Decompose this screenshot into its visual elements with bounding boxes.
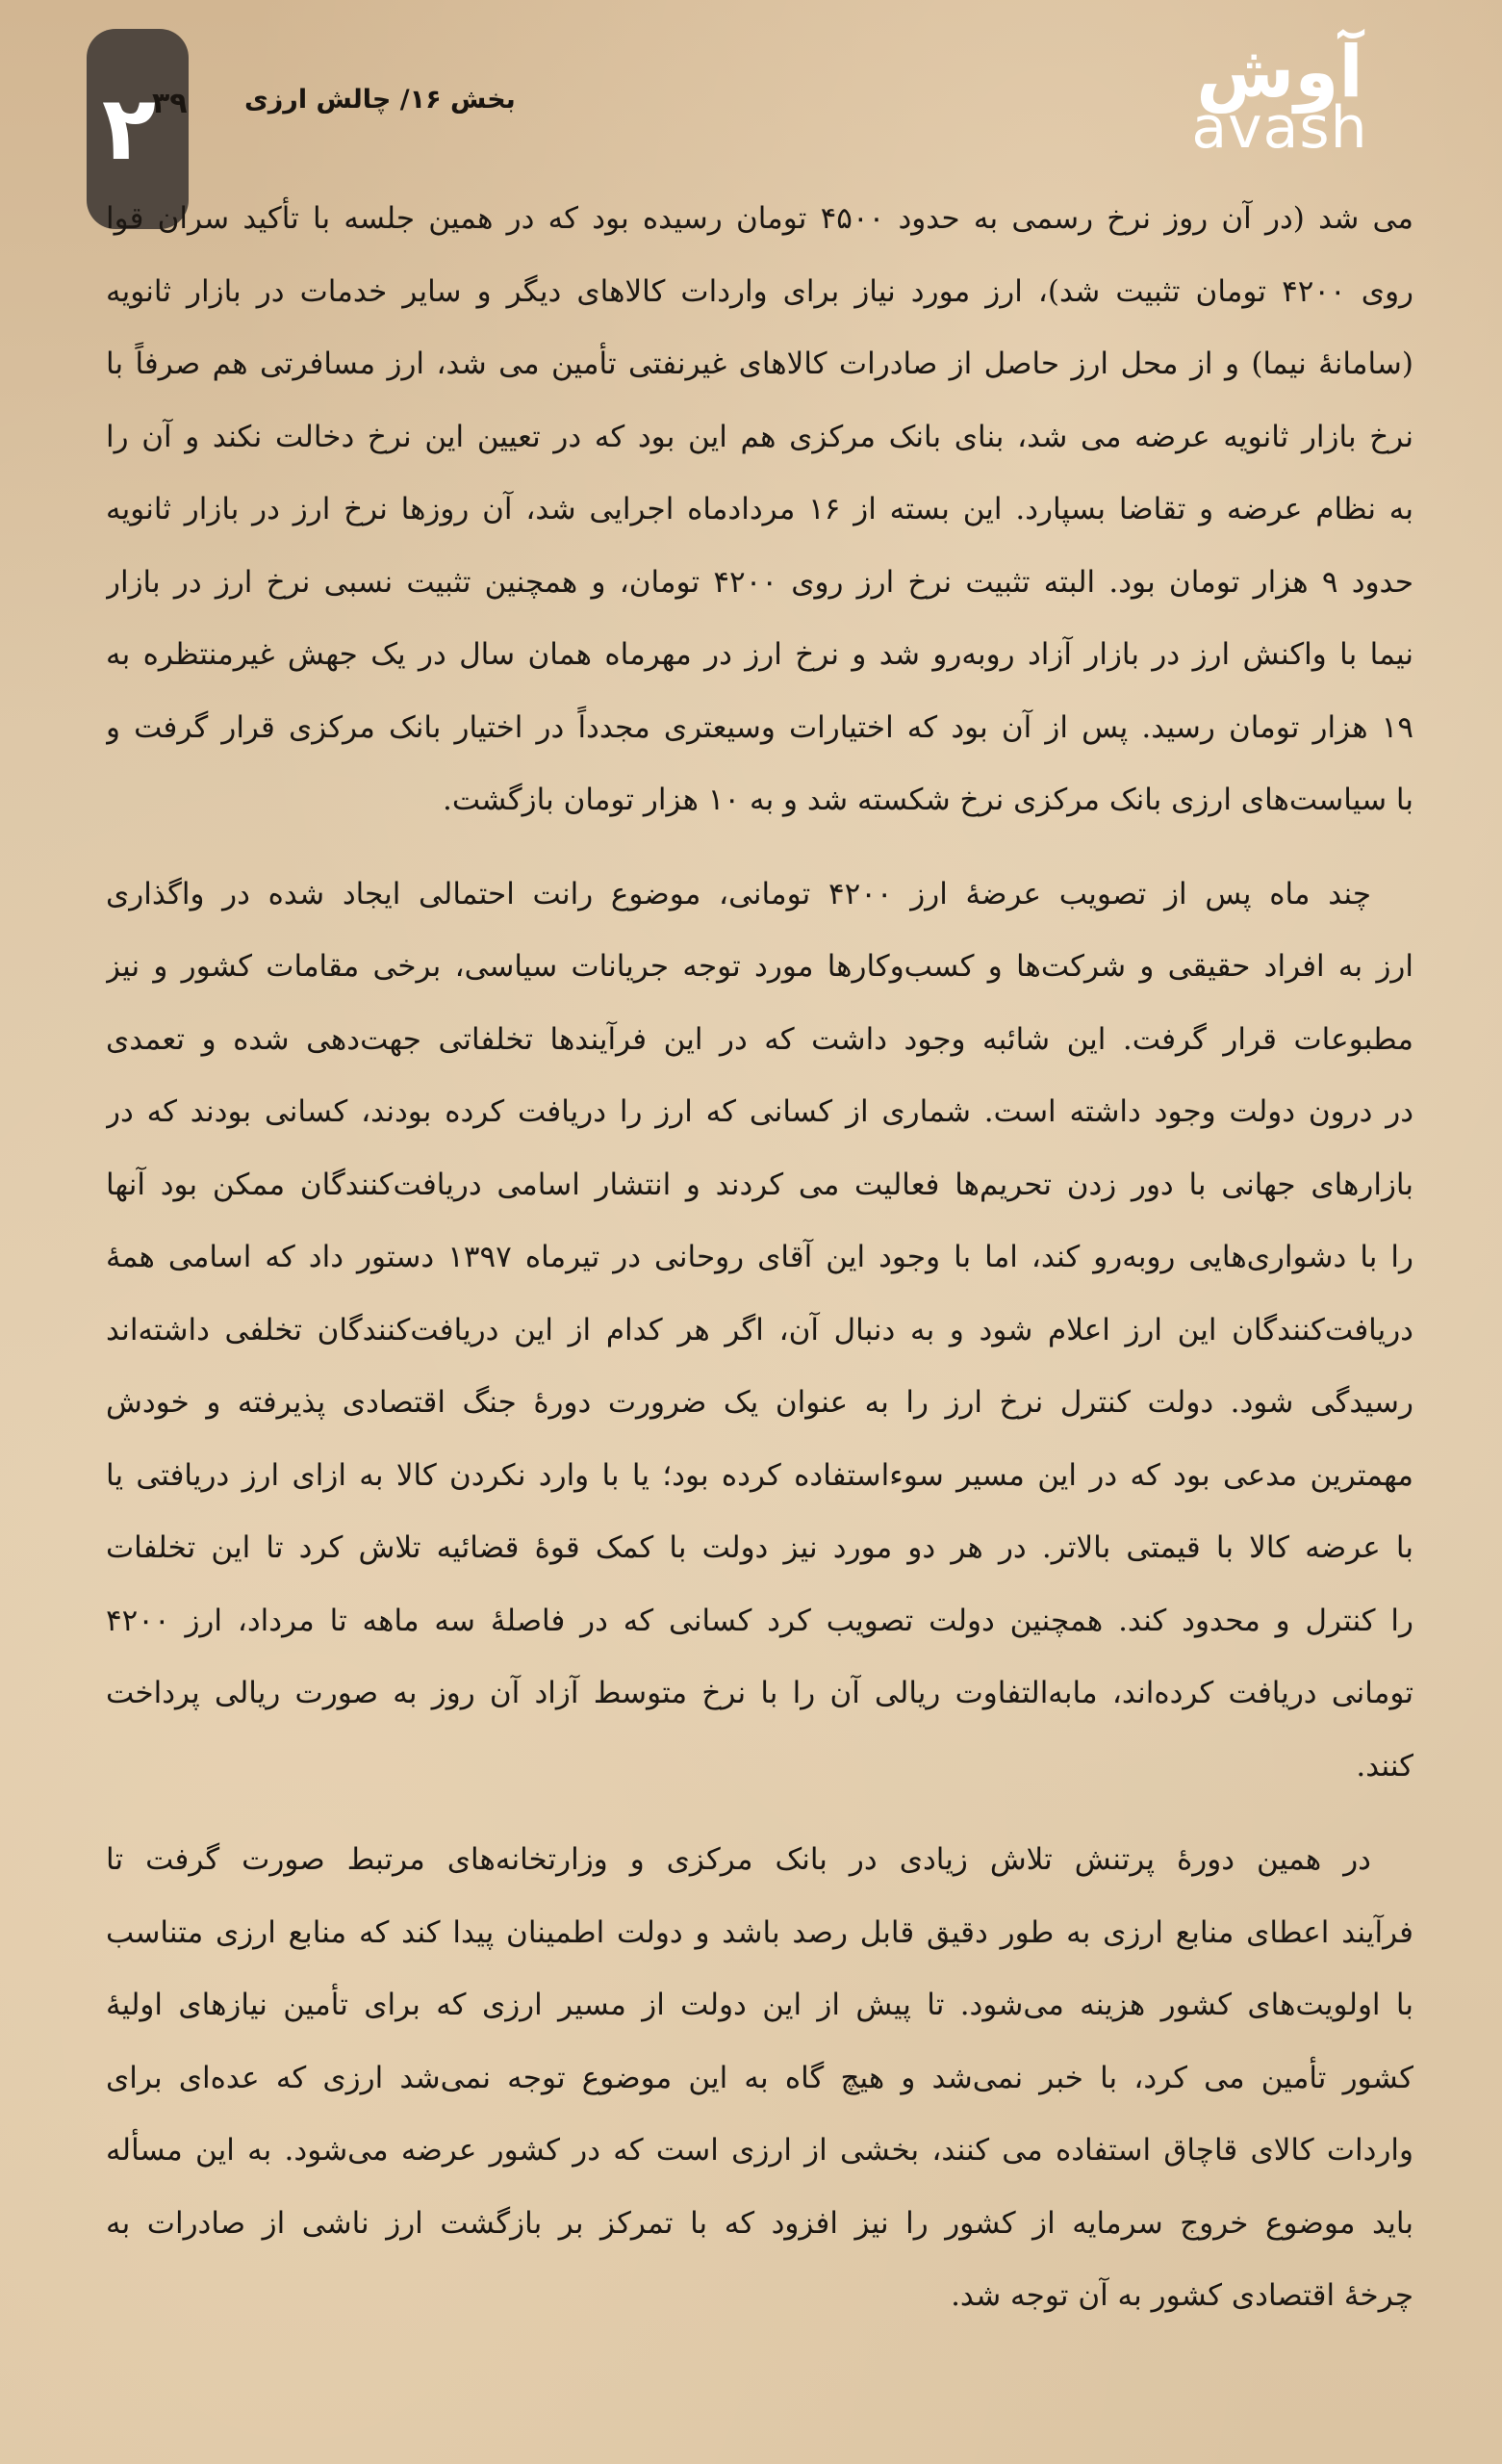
- text-line: رسیدگی شود. دولت کنترل نرخ ارز را به عنوان یک ضرورت دورهٔ جنگ اقتصادی پذیرفته و خودش: [106, 1385, 1413, 1420]
- text-line: روی ۴۲۰۰ تومان تثبیت شد)، ارز مورد نیاز برای واردات کالاهای دیگر و سایر خدمات در بازار ثانویه: [106, 273, 1413, 309]
- text-line: در همین دورهٔ پرتنش تلاش زیادی در بانک مرکزی و وزارتخانه‌های مرتبط صورت گرفت تا: [106, 1842, 1371, 1877]
- text-line: نرخ بازار ثانویه عرضه می شد، بنای بانک مرکزی هم این بود که در تعیین این نرخ دخالت نکند و آن را: [106, 419, 1413, 454]
- text-line: دریافت‌کنندگان این ارز اعلام شود و به دنبال آن، اگر هر کدام از این دریافت‌کنندگان تخلفی داشته‌اند: [106, 1312, 1413, 1348]
- text-line: حدود ۹ هزار تومان بود. البته تثبیت نرخ ارز روی ۴۲۰۰ تومان، و همچنین تثبیت نسبی نرخ ارز در بازار: [106, 564, 1413, 600]
- text-line: را کنترل و محدود کند. همچنین دولت تصویب کرد کسانی که در فاصلهٔ سه ماهه تا مرداد، ارز ۴۲۰۰: [106, 1603, 1413, 1638]
- text-line: به نظام عرضه و تقاضا بسپارد. این بسته از ۱۶ مردادماه اجرایی شد، آن روزها نرخ ارز در بازار ثانویه: [106, 492, 1413, 526]
- text-line: در درون دولت وجود داشته است. شماری از کسانی که ارز را دریافت کرده بودند، کسانی بودند که در: [106, 1094, 1413, 1129]
- text-line: با اولویت‌های کشور هزینه می‌شود. تا پیش از این دولت از مسیر ارزی که برای تأمین نیازهای اولیهٔ: [106, 1988, 1413, 2022]
- paragraph-3: [106, 1824, 1413, 2333]
- text-line: کنند.: [1356, 1748, 1413, 1784]
- logo-latin: avash: [1191, 94, 1368, 163]
- text-line: ارز به افراد حقیقی و شرکت‌ها و کسب‌وکارها مورد توجه جریانات سیاسی، برخی مقامات کشور و نیز: [106, 949, 1413, 984]
- text-line: با عرضه کالا با قیمتی بالاتر. در هر دو مورد نیز دولت با کمک قوهٔ قضائیه تلاش کرد تا این تخلفات: [106, 1530, 1413, 1565]
- text-line: بازارهای جهانی با دور زدن تحریم‌ها فعالیت می کردند و انتشار اسامی دریافت‌کنندگان ممکن بود آنها: [106, 1167, 1413, 1202]
- badge-digit: ۲: [101, 77, 157, 180]
- text-line: می شد (در آن روز نرخ رسمی به حدود ۴۵۰۰ تومان رسیده بود که در همین جلسه با تأکید سران قوا: [106, 201, 1413, 236]
- text-line: با سیاست‌های ارزی بانک مرکزی نرخ شکسته شد و به ۱۰ هزار تومان بازگشت.: [442, 783, 1413, 817]
- page-number: ۳۹: [152, 87, 188, 120]
- text-line: مطبوعات قرار گرفت. این شائبه وجود داشت که در این فرآیندها تخلفاتی جهت‌دهی شده و تعمدی: [106, 1021, 1413, 1057]
- text-line: تومانی دریافت کرده‌اند، مابه‌التفاوت ریالی آن را با نرخ متوسط آزاد آن روز به صورت ریالی پرداخت: [106, 1676, 1413, 1710]
- text-line: کشور تأمین می کرد، با خبر نمی‌شد و هیچ گاه به این موضوع توجه نمی‌شد ارزی که عده‌ای برای: [106, 2060, 1413, 2095]
- text-line: (سامانهٔ نیما) و از محل ارز حاصل از صادرات کالاهای غیرنفتی تأمین می شد، ارز مسافرتی هم صرفاً با: [106, 346, 1413, 381]
- publisher-logo: [1184, 31, 1376, 163]
- text-line: فرآیند اعطای منابع ارزی به طور دقیق قابل رصد باشد و دولت اطمینان پیدا کند که منابع ارزی متناسب: [106, 1914, 1413, 1950]
- logo-persian: آوش: [1196, 31, 1363, 114]
- text-line: چند ماه پس از تصویب عرضهٔ ارز ۴۲۰۰ تومانی، موضوع رانت احتمالی ایجاد شده در واگذاری: [106, 876, 1372, 911]
- paragraph-gap: [106, 837, 1413, 859]
- body-text: [106, 183, 1413, 2333]
- running-head: بخش ۱۶/ چالش ارزی: [244, 85, 516, 115]
- text-line: ۱۹ هزار تومان رسید. پس از آن بود که اختیارات وسیعتری مجدداً در اختیار بانک مرکزی قرار گرفت و: [106, 709, 1413, 745]
- paragraph-1: [106, 183, 1413, 837]
- text-line: مهمترین مدعی بود که در این مسیر سوءاستفاده کرده بود؛ یا با وارد نکردن کالا به ازای ارز دریافتی یا: [106, 1457, 1413, 1493]
- paragraph-2: [106, 859, 1413, 1804]
- text-line: را با دشواری‌هایی روبه‌رو کند، اما با وجود این آقای روحانی در تیرماه ۱۳۹۷ دستور داد که اسامی همهٔ: [106, 1240, 1413, 1274]
- text-line: باید موضوع خروج سرمایه از کشور را نیز افزود که با تمرکز بر بازگشت ارز ناشی از صادرات به: [106, 2205, 1413, 2241]
- text-line: نیما با واکنش ارز در بازار آزاد روبه‌رو شد و نرخ ارز در مهرماه همان سال در یک جهش غیرمنتظره به: [106, 637, 1413, 672]
- text-line: واردات کالای قاچاق استفاده می کنند، بخشی از ارزی است که در کشور عرضه می‌شود. به این مسأله: [106, 2133, 1413, 2168]
- paragraph-gap: [106, 1803, 1413, 1824]
- text-line: چرخهٔ اقتصادی کشور به آن توجه شد.: [951, 2278, 1413, 2313]
